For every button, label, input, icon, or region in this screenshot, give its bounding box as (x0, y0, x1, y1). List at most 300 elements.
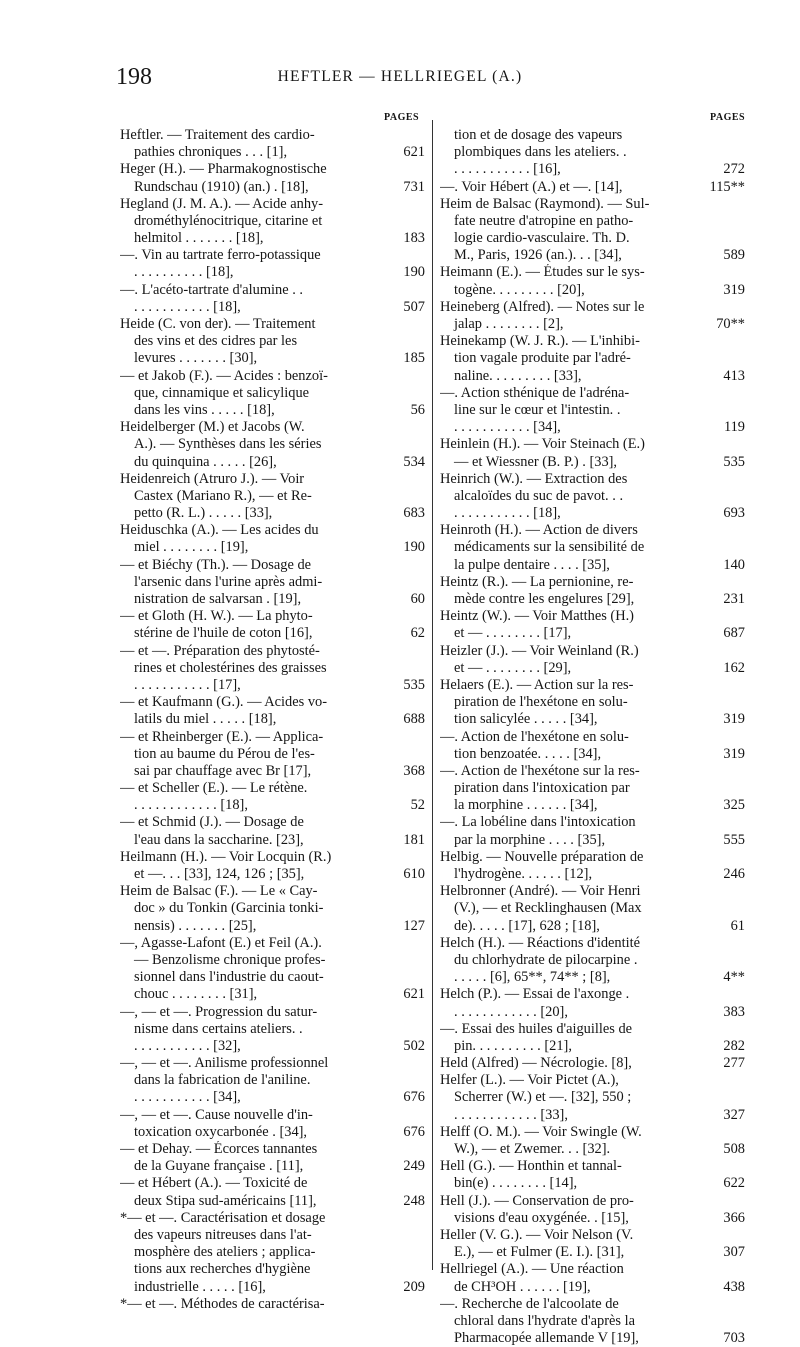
entry-text: naline. . . . . . . . . [33], (454, 367, 582, 384)
entry-text: petto (R. L.) . . . . . [33], (134, 505, 273, 522)
right-column (440, 127, 745, 1347)
entry-text: et —. . . [33], 124, 126 ; [35], (134, 866, 305, 883)
entry-text: de la Guyane française . [11], (134, 1158, 304, 1175)
entry-text: piration de l'hexétone en solu- (454, 694, 628, 711)
index-line (120, 746, 425, 763)
entry-text: . . . . . . . . . . . [34], (134, 1089, 241, 1106)
index-line (440, 969, 745, 986)
page-ref: 56 (410, 401, 425, 418)
index-line (120, 1296, 425, 1313)
entry-text: Helff (O. M.). — Voir Swingle (W. (440, 1123, 642, 1140)
index-line (120, 333, 425, 350)
entry-text: Heftler. — Traitement des cardio- (120, 126, 315, 143)
entry-text: . . . . . . . . . . . . [20], (454, 1003, 568, 1020)
index-line (440, 144, 745, 161)
entry-text: mède contre les engelures [29], (454, 591, 635, 608)
running-head: HEFTLER — HELLRIEGEL (A.) (277, 68, 523, 85)
index-line (120, 952, 425, 969)
entry-text: dans les vins . . . . . [18], (134, 401, 275, 418)
page-ref: 190 (403, 264, 425, 281)
entry-text: drométhylénocitrique, citarine et (134, 212, 323, 229)
entry-text: pathies chroniques . . . [1], (134, 144, 288, 161)
entry-text: — et Jakob (F.). — Acides : benzoï- (120, 367, 328, 384)
page-ref: 115** (709, 178, 745, 195)
entry-text: du chlorhydrate de pilocarpine . (454, 951, 638, 968)
index-line (440, 333, 745, 350)
entry-text: —, — et —. Anilisme professionnel (120, 1055, 329, 1072)
index-line (440, 849, 745, 866)
index-line (120, 608, 425, 625)
index-line (120, 969, 425, 986)
entry-text: levures . . . . . . . [30], (134, 350, 258, 367)
index-line (440, 265, 745, 282)
index-line (440, 368, 745, 385)
index-line (120, 986, 425, 1003)
page-ref: 119 (723, 419, 745, 436)
entry-text: Hellriegel (A.). — Une réaction (440, 1261, 624, 1278)
entry-text: —. Recherche de l'alcoolate de (440, 1295, 619, 1312)
index-line (120, 557, 425, 574)
entry-text: nistration de salvarsan . [19], (134, 591, 302, 608)
index-line (120, 1004, 425, 1021)
index-line (120, 144, 425, 161)
entry-text: M., Paris, 1926 (an.). . . [34], (454, 247, 622, 264)
page-ref: 277 (723, 1055, 745, 1072)
index-line (440, 127, 745, 144)
index-line (440, 711, 745, 728)
index-line (120, 780, 425, 797)
index-line (120, 161, 425, 178)
page-number: 198 (116, 64, 152, 90)
entry-text: E.), — et Fulmer (E. I.). [31], (454, 1244, 625, 1261)
index-line (120, 574, 425, 591)
index-line (120, 763, 425, 780)
entry-text: des vapeurs nitreuses dans l'at- (134, 1226, 312, 1243)
page-ref: 683 (403, 505, 425, 522)
page-ref: 162 (723, 659, 745, 676)
entry-text: Hell (G.). — Honthin et tannal- (440, 1158, 622, 1175)
page-ref: 4** (723, 969, 745, 986)
index-line (440, 1107, 745, 1124)
entry-text: . . . . . . . . . . . [18], (134, 298, 241, 315)
page-ref: 676 (403, 1123, 425, 1140)
page-ref: 535 (403, 676, 425, 693)
page-ref: 190 (403, 539, 425, 556)
index-line (120, 1141, 425, 1158)
index-line (120, 849, 425, 866)
entry-text: — et Wiessner (B. P.) . [33], (454, 453, 618, 470)
entry-text: sai par chauffage avec Br [17], (134, 762, 312, 779)
column-divider (432, 120, 433, 1270)
entry-text: et — . . . . . . . . [29], (454, 659, 572, 676)
index-line (120, 1279, 425, 1296)
index-line (120, 179, 425, 196)
entry-text: — et Dehay. — Écorces tannantes (120, 1141, 318, 1158)
index-line (440, 350, 745, 367)
index-line (440, 763, 745, 780)
index-line (120, 694, 425, 711)
index-line (120, 316, 425, 333)
entry-text: visions d'eau oxygénée. . [15], (454, 1209, 629, 1226)
index-line (120, 299, 425, 316)
entry-text: Heiduschka (A.). — Les acides du (120, 522, 319, 539)
page-ref: 502 (403, 1037, 425, 1054)
index-line (440, 1021, 745, 1038)
entry-text: tion salicylée . . . . . [34], (454, 711, 598, 728)
entry-text: Heinlein (H.). — Voir Steinach (E.) (440, 436, 645, 453)
entry-text: *— et —. Méthodes de caractérisa- (120, 1295, 325, 1312)
index-line (120, 1175, 425, 1192)
page-ref: 555 (723, 831, 745, 848)
index-line (440, 488, 745, 505)
index-line (440, 1141, 745, 1158)
index-line (440, 540, 745, 557)
index-line (120, 832, 425, 849)
index-line (440, 797, 745, 814)
entry-text: Helbig. — Nouvelle préparation de (440, 848, 644, 865)
entry-text: de CH³OH . . . . . . [19], (454, 1278, 591, 1295)
index-line (120, 1090, 425, 1107)
entry-text: —. Voir Hébert (A.) et —. [14], (440, 178, 623, 195)
page-ref: 508 (723, 1141, 745, 1158)
entry-text: logie cardio-vasculaire. Th. D. (454, 230, 630, 247)
page-ref: 127 (403, 917, 425, 934)
entry-text: Helch (H.). — Réactions d'identité (440, 934, 641, 951)
entry-text: —, — et —. Progression du satur- (120, 1003, 318, 1020)
index-line (120, 797, 425, 814)
entry-text: doc » du Tonkin (Garcinia tonki- (134, 900, 324, 917)
index-line (120, 1244, 425, 1261)
index-line (440, 471, 745, 488)
entry-text: — et Scheller (E.). — Le rétène. (120, 780, 308, 797)
entry-text: Heimann (E.). — Études sur le sys- (440, 264, 645, 281)
index-line (440, 729, 745, 746)
entry-text: Pharmacopée allemande V [19], (454, 1330, 639, 1347)
entry-text: nensis) . . . . . . . [25], (134, 917, 257, 934)
page-ref: 70** (716, 316, 745, 333)
entry-text: —. Vin au tartrate ferro-potassique (120, 247, 321, 264)
index-line (440, 1004, 745, 1021)
index-line (440, 1227, 745, 1244)
index-line (120, 625, 425, 642)
page-ref: 703 (723, 1330, 745, 1347)
index-line (120, 1072, 425, 1089)
entry-text: piration dans l'intoxication par (454, 780, 630, 797)
entry-text: . . . . . . . . . . . . [33], (454, 1106, 568, 1123)
entry-text: . . . . . . . . . . . [34], (454, 419, 561, 436)
page-ref: 209 (403, 1278, 425, 1295)
index-line (440, 694, 745, 711)
page-ref: 368 (403, 762, 425, 779)
page-ref: 621 (403, 986, 425, 1003)
index-line (120, 1261, 425, 1278)
index-line (120, 711, 425, 728)
entry-text: Heintz (W.). — Voir Matthes (H.) (440, 608, 634, 625)
entry-text: Heinekamp (W. J. R.). — L'inhibi- (440, 333, 640, 350)
entry-text: (V.), — et Recklinghausen (Max (454, 900, 642, 917)
entry-text: industrielle . . . . . [16], (134, 1278, 266, 1295)
entry-text: Rundschau (1910) (an.) . [18], (134, 178, 309, 195)
index-line (440, 230, 745, 247)
index-line (120, 900, 425, 917)
entry-text: tions aux recherches d'hygiène (134, 1261, 311, 1278)
entry-text: Heilmann (H.). — Voir Locquin (R.) (120, 848, 332, 865)
entry-text: Heide (C. von der). — Traitement (120, 316, 316, 333)
index-line (440, 952, 745, 969)
index-line (440, 832, 745, 849)
entry-text: . . . . . [6], 65**, 74** ; [8], (454, 969, 611, 986)
entry-text: jalap . . . . . . . . [2], (454, 316, 564, 333)
entry-text: dans la fabrication de l'aniline. (134, 1072, 311, 1089)
index-line (440, 883, 745, 900)
entry-text: Heinrich (W.). — Extraction des (440, 470, 628, 487)
index-line (440, 402, 745, 419)
entry-text: — et Rheinberger (E.). — Applica- (120, 728, 324, 745)
index-line (440, 591, 745, 608)
index-line (120, 368, 425, 385)
index-line (440, 1055, 745, 1072)
entry-text: *— et —. Caractérisation et dosage (120, 1209, 326, 1226)
page-ref: 307 (723, 1244, 745, 1261)
index-line (120, 419, 425, 436)
entry-text: helmitol . . . . . . . [18], (134, 230, 264, 247)
page-ref: 231 (723, 591, 745, 608)
index-line (440, 1296, 745, 1313)
index-line (120, 918, 425, 935)
entry-text: Helfer (L.). — Voir Pictet (A.), (440, 1072, 619, 1089)
index-line (120, 247, 425, 264)
page-ref: 688 (403, 711, 425, 728)
page-ref: 366 (723, 1209, 745, 1226)
page-ref: 319 (723, 711, 745, 728)
entry-text: tion au baume du Pérou de l'es- (134, 745, 315, 762)
index-line (120, 1038, 425, 1055)
page-ref: 507 (403, 298, 425, 315)
index-line (440, 1210, 745, 1227)
index-line (440, 1279, 745, 1296)
page-ref: 282 (723, 1037, 745, 1054)
index-line (120, 1021, 425, 1038)
page-ref: 62 (410, 625, 425, 642)
entry-text: Helch (P.). — Essai de l'axonge . (440, 986, 630, 1003)
index-line (440, 161, 745, 178)
index-line (120, 436, 425, 453)
page-ref: 249 (403, 1158, 425, 1175)
page-ref: 60 (410, 591, 425, 608)
page-ref: 246 (723, 866, 745, 883)
entry-text: Heintz (R.). — La pernionine, re- (440, 573, 634, 590)
index-line (440, 1038, 745, 1055)
page-ref: 52 (410, 797, 425, 814)
left-column (120, 127, 425, 1313)
index-line (440, 247, 745, 264)
entry-text: que, cinnamique et salicylique (134, 384, 310, 401)
entry-text: Hegland (J. M. A.). — Acide anhy- (120, 195, 324, 212)
entry-text: Held (Alfred) — Nécrologie. [8], (440, 1055, 632, 1072)
page-ref: 621 (403, 144, 425, 161)
index-line (120, 488, 425, 505)
index-line (440, 1313, 745, 1330)
entry-text: . . . . . . . . . . . [16], (454, 161, 561, 178)
entry-text: et — . . . . . . . . [17], (454, 625, 572, 642)
entry-text: latils du miel . . . . . [18], (134, 711, 277, 728)
page-ref: 687 (723, 625, 745, 642)
pages-column-header-right: PAGES (710, 112, 746, 123)
page-ref: 535 (723, 453, 745, 470)
entry-text: plombiques dans les ateliers. . (454, 144, 627, 161)
index-line (440, 299, 745, 316)
entry-text: alcaloïdes du suc de pavot. . . (454, 487, 624, 504)
entry-text: Heger (H.). — Pharmakognostische (120, 161, 327, 178)
index-line (440, 1244, 745, 1261)
page-ref: 534 (403, 453, 425, 470)
page-ref: 183 (403, 230, 425, 247)
entry-text: des vins et des cidres par les (134, 333, 298, 350)
entry-text: Helaers (E.). — Action sur la res- (440, 676, 634, 693)
page-ref: 438 (723, 1278, 745, 1295)
index-line (440, 918, 745, 935)
index-line (120, 454, 425, 471)
index-line (120, 815, 425, 832)
page-ref: 589 (723, 247, 745, 264)
page-ref: 325 (723, 797, 745, 814)
index-line (440, 196, 745, 213)
entry-text: —. La lobéline dans l'intoxication (440, 814, 636, 831)
entry-text: togène. . . . . . . . . [20], (454, 281, 585, 298)
index-line (440, 522, 745, 539)
entry-text: Heineberg (Alfred). — Notes sur le (440, 298, 645, 315)
index-line (120, 729, 425, 746)
index-line (120, 230, 425, 247)
index-line (120, 660, 425, 677)
index-line (440, 505, 745, 522)
index-line (440, 1261, 745, 1278)
index-line (120, 1210, 425, 1227)
entry-text: — Benzolisme chronique profes- (134, 951, 326, 968)
entry-text: Helbronner (André). — Voir Henri (440, 883, 641, 900)
index-line (120, 591, 425, 608)
entry-text: . . . . . . . . . . . . [18], (134, 797, 248, 814)
page-ref: 319 (723, 281, 745, 298)
entry-text: l'eau dans la saccharine. [23], (134, 831, 304, 848)
entry-text: — et Schmid (J.). — Dosage de (120, 814, 304, 831)
index-line (440, 1090, 745, 1107)
entry-text: . . . . . . . . . . . [17], (134, 676, 241, 693)
entry-text: —. L'acéto-tartrate d'alumine . . (120, 281, 303, 298)
entry-text: —, — et —. Cause nouvelle d'in- (120, 1106, 313, 1123)
index-line (120, 1124, 425, 1141)
entry-text: Scherrer (W.) et —. [32], 550 ; (454, 1089, 632, 1106)
entry-text: . . . . . . . . . . . [32], (134, 1037, 241, 1054)
index-line (440, 935, 745, 952)
entry-text: du quinquina . . . . . [26], (134, 453, 277, 470)
index-line (120, 1107, 425, 1124)
entry-text: . . . . . . . . . . . [18], (454, 505, 561, 522)
entry-text: Heidelberger (M.) et Jacobs (W. (120, 419, 305, 436)
entry-text: rines et cholestérines des graisses (134, 659, 327, 676)
entry-text: tion vagale produite par l'adré- (454, 350, 631, 367)
page-ref: 272 (723, 161, 745, 178)
page-ref: 319 (723, 745, 745, 762)
index-line (440, 746, 745, 763)
page-ref: 676 (403, 1089, 425, 1106)
entry-text: —. Action de l'hexétone en solu- (440, 728, 629, 745)
index-line (440, 1175, 745, 1192)
page-ref: 610 (403, 866, 425, 883)
entry-text: bin(e) . . . . . . . . [14], (454, 1175, 578, 1192)
page-ref: 185 (403, 350, 425, 367)
index-line (120, 1055, 425, 1072)
index-line (440, 179, 745, 196)
index-line (120, 1158, 425, 1175)
page-ref: 327 (723, 1106, 745, 1123)
index-line (440, 419, 745, 436)
index-line (120, 935, 425, 952)
index-line (120, 522, 425, 539)
entry-text: —. Action sthénique de l'adréna- (440, 384, 630, 401)
entry-text: Heim de Balsac (F.). — Le « Cay- (120, 883, 318, 900)
entry-text: tion benzoatée. . . . . [34], (454, 745, 602, 762)
index-line (120, 1227, 425, 1244)
index-line (120, 265, 425, 282)
entry-text: line sur le cœur et l'intestin. . (454, 401, 621, 418)
index-line (120, 196, 425, 213)
index-line (440, 574, 745, 591)
index-line (440, 316, 745, 333)
entry-text: — et Kaufmann (G.). — Acides vo- (120, 694, 328, 711)
index-line (440, 454, 745, 471)
entry-text: médicaments sur la sensibilité de (454, 539, 645, 556)
entry-text: — et Biéchy (Th.). — Dosage de (120, 556, 312, 573)
index-line (440, 866, 745, 883)
page-ref: 731 (403, 178, 425, 195)
entry-text: nisme dans certains ateliers. . (134, 1020, 303, 1037)
index-line (120, 883, 425, 900)
index-line (440, 677, 745, 694)
index-line (440, 780, 745, 797)
index-line (120, 385, 425, 402)
index-line (120, 127, 425, 144)
entry-text: Heim de Balsac (Raymond). — Sul- (440, 195, 650, 212)
entry-text: l'arsenic dans l'urine après admi- (134, 573, 323, 590)
entry-text: Hell (J.). — Conservation de pro- (440, 1192, 634, 1209)
index-line (120, 540, 425, 557)
index-line (120, 213, 425, 230)
index-line (120, 402, 425, 419)
entry-text: stérine de l'huile de coton [16], (134, 625, 313, 642)
entry-text: fate neutre d'atropine en patho- (454, 212, 634, 229)
entry-text: Heizler (J.). — Voir Weinland (R.) (440, 642, 639, 659)
page-ref: 413 (723, 367, 745, 384)
entry-text: la pulpe dentaire . . . . [35], (454, 556, 610, 573)
pages-column-header-left: PAGES (384, 112, 420, 123)
page-ref: 693 (723, 505, 745, 522)
index-line (120, 677, 425, 694)
entry-text: Castex (Mariano R.), — et Re- (134, 487, 312, 504)
entry-text: miel . . . . . . . . [19], (134, 539, 249, 556)
entry-text: mosphère des ateliers ; applica- (134, 1244, 316, 1261)
index-line (440, 385, 745, 402)
entry-text: W.), — et Zwemer. . . [32]. (454, 1141, 611, 1158)
entry-text: par la morphine . . . . [35], (454, 831, 606, 848)
index-line (440, 1158, 745, 1175)
entry-text: de). . . . . [17], 628 ; [18], (454, 917, 600, 934)
index-line (440, 1124, 745, 1141)
page-ref: 622 (723, 1175, 745, 1192)
entry-text: la morphine . . . . . . [34], (454, 797, 598, 814)
entry-text: Heidenreich (Atruro J.). — Voir (120, 470, 305, 487)
index-line (440, 1330, 745, 1347)
